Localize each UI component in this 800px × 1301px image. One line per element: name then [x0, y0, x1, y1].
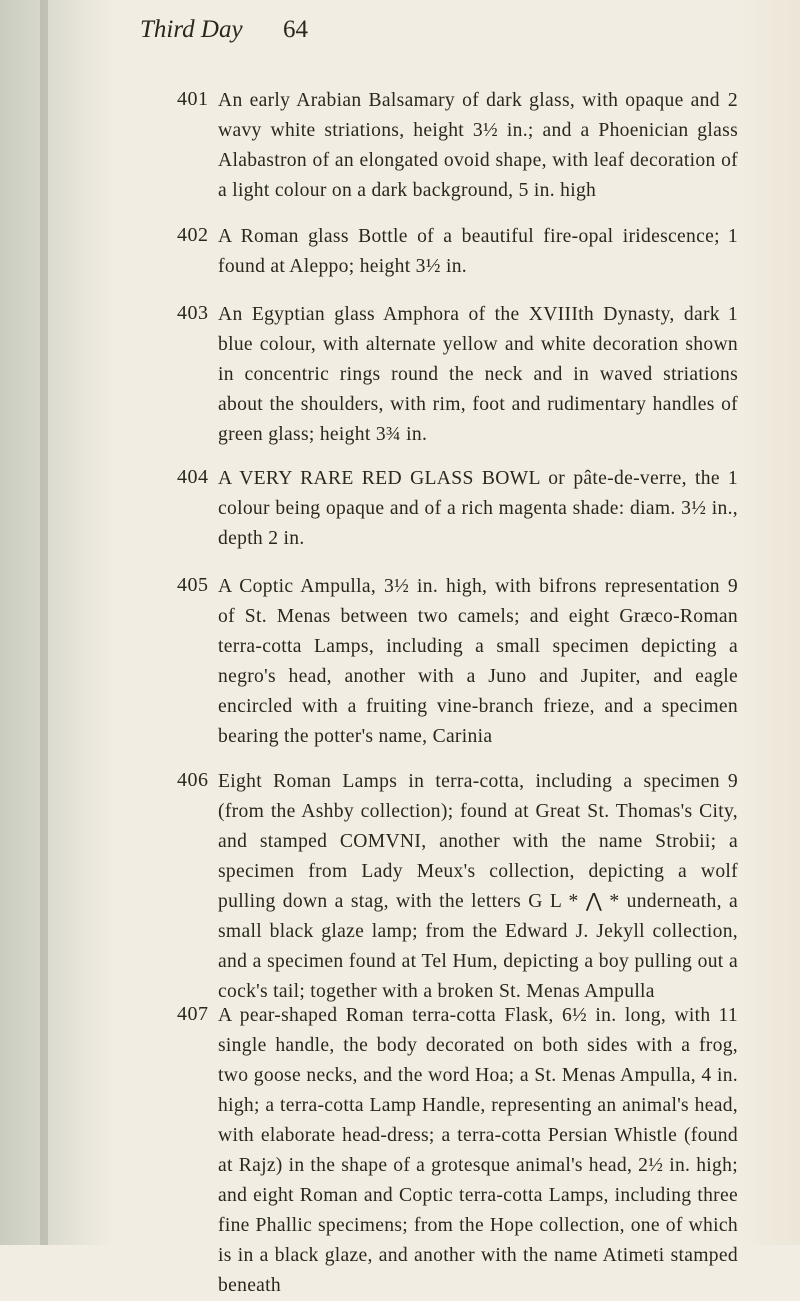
lot-number: 403	[177, 302, 209, 324]
binding-shadow	[40, 0, 48, 1245]
lot-quantity: 2	[727, 90, 738, 111]
lot-description	[218, 572, 738, 752]
lot-description	[218, 300, 738, 450]
right-page-fade	[740, 0, 800, 1245]
lot-number: 404	[177, 466, 209, 488]
lot-text: A pear-shaped Roman terra-cotta Flask, 6½ in. long, with single handle, the body decorated on both sides with a frog, two goose necks, and the word Hoa; a St. Menas Ampulla, 4 in. high; a terra-cotta Lamp Handle, representing an animal's head, with elaborate head-dress; a terra-cotta Persian Whistle (found at Rajz) in the shape of a grotesque animal's head, 2½ in. high; and eight Roman and Coptic terra-cotta Lamps, including three fine Phallic specimens; from the Hope collection, one of which is in a black glaze, and another with the name Atimeti stamped beneath	[218, 1005, 738, 1296]
page-number: 64	[283, 16, 308, 43]
lot-description	[218, 767, 738, 1007]
lot-quantity: 1	[727, 468, 738, 489]
lot-quantity: 1	[727, 304, 738, 325]
lot-quantity: 11	[718, 1005, 738, 1026]
lot-description	[218, 222, 738, 282]
lot-quantity: 1	[727, 226, 738, 247]
lot-number: 406	[177, 769, 209, 791]
page-edge	[0, 0, 115, 1245]
lot-text: A Roman glass Bottle of a beautiful fire-opal iridescence; found at Aleppo; height 3½ in.	[218, 226, 720, 277]
lot-quantity: 9	[727, 576, 738, 597]
lot-number: 405	[177, 574, 209, 596]
lot-description	[218, 464, 738, 554]
lot-text: An early Arabian Balsamary of dark glass, with opaque and wavy white striations, height 3½ in.; and a Phoenician glass Alabastron of an elongated ovoid shape, with leaf decoration of a light colour on a dark background, 5 in. high	[218, 90, 738, 201]
lot-description	[218, 1001, 738, 1301]
lot-description	[218, 86, 738, 206]
lot-number: 401	[177, 88, 209, 110]
lot-quantity: 9	[727, 771, 738, 792]
lot-text: Eight Roman Lamps in terra-cotta, including a specimen (from the Ashby collection); found at Great St. Thomas's City, and stamped COMVNI, another with the name Strobii; a specimen from Lady Meux's collection, depicting a wolf pulling down a stag, with the letters G L * ⋀ * underneath, a small black glaze lamp; from the Edward J. Jekyll collection, and a specimen found at Tel Hum, depicting a boy pulling out a cock's tail; together with a broken St. Menas Ampulla	[218, 771, 738, 1002]
lot-text: A VERY RARE RED GLASS BOWL or pâte-de-verre, the colour being opaque and of a rich magenta shade: diam. 3½ in., depth 2 in.	[218, 468, 738, 549]
lot-text: An Egyptian glass Amphora of the XVIIIth Dynasty, dark blue colour, with alternate yellow and white decoration shown in concentric rings round the neck and in waved striations about the shoulders, with rim, foot and rudimentary handles of green glass; height 3¾ in.	[218, 304, 738, 445]
lot-number: 407	[177, 1003, 209, 1025]
lot-text: A Coptic Ampulla, 3½ in. high, with bifrons representation of St. Menas between two camels; and eight Græco-Roman terra-cotta Lamps, including a small specimen depicting a negro's head, another with a Juno and Jupiter, and eagle encircled with a fruiting vine-branch frieze, and a specimen bearing the potter's name, Carinia	[218, 576, 738, 747]
lot-number: 402	[177, 224, 209, 246]
running-title: Third Day	[140, 16, 243, 43]
page-header	[140, 16, 740, 50]
